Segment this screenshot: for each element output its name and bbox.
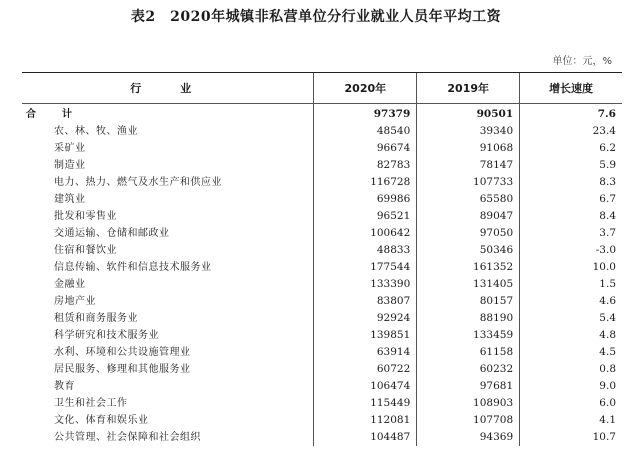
- table-row: [22, 140, 622, 157]
- industry-name: 采矿业: [54, 143, 86, 154]
- industry-name: 交通运输、仓储和邮政业: [54, 228, 170, 239]
- growth-rate: 4.1: [520, 412, 622, 429]
- growth-rate: 9.0: [520, 378, 622, 395]
- value-2020: 48540: [314, 123, 417, 140]
- industry-name: 建筑业: [54, 194, 86, 205]
- table-row: [22, 361, 622, 378]
- growth-rate: 10.7: [520, 429, 622, 446]
- table-row: [22, 191, 622, 208]
- value-2019: 91068: [417, 140, 520, 157]
- table-row: [22, 208, 622, 225]
- growth-rate: -3.0: [520, 242, 622, 259]
- value-2019: 94369: [417, 429, 520, 446]
- table-row: [22, 259, 622, 276]
- value-2020: 133390: [314, 276, 417, 293]
- value-2020: 139851: [314, 327, 417, 344]
- growth-rate: 5.4: [520, 310, 622, 327]
- table-row: [22, 344, 622, 361]
- industry-name: 信息传输、软件和信息技术服务业: [54, 262, 212, 273]
- value-2020: 92924: [314, 310, 417, 327]
- industry-name: 居民服务、修理和其他服务业: [54, 364, 191, 375]
- value-2020: 106474: [314, 378, 417, 395]
- header-2020: 2020年: [314, 73, 417, 104]
- total-row: [22, 104, 622, 124]
- value-2020: 48833: [314, 242, 417, 259]
- industry-name: 卫生和社会工作: [54, 398, 128, 409]
- table-row: [22, 412, 622, 429]
- table-row: [22, 276, 622, 293]
- industry-name: 电力、热力、燃气及水生产和供应业: [54, 177, 222, 188]
- growth-rate: 1.5: [520, 276, 622, 293]
- value-2020: 112081: [314, 412, 417, 429]
- total-growth: 7.6: [520, 104, 622, 124]
- table-row: [22, 378, 622, 395]
- table-row: [22, 310, 622, 327]
- industry-name: 批发和零售业: [54, 211, 117, 222]
- value-2020: 60722: [314, 361, 417, 378]
- table-row: [22, 395, 622, 412]
- value-2019: 60232: [417, 361, 520, 378]
- value-2020: 116728: [314, 174, 417, 191]
- value-2019: 80157: [417, 293, 520, 310]
- value-2019: 61158: [417, 344, 520, 361]
- value-2020: 115449: [314, 395, 417, 412]
- industry-name: 金融业: [54, 279, 86, 290]
- growth-rate: 8.4: [520, 208, 622, 225]
- unit-note: 单位：元，%: [552, 56, 612, 67]
- value-2019: 78147: [417, 157, 520, 174]
- header-industry: 行 业: [22, 73, 314, 104]
- table-row: [22, 225, 622, 242]
- value-2019: 161352: [417, 259, 520, 276]
- table-row: [22, 123, 622, 140]
- header-row: [22, 73, 622, 104]
- value-2019: 107733: [417, 174, 520, 191]
- value-2019: 97050: [417, 225, 520, 242]
- growth-rate: 10.0: [520, 259, 622, 276]
- growth-rate: 0.8: [520, 361, 622, 378]
- table-title: 表2 2020年城镇非私营单位分行业就业人员年平均工资: [130, 9, 502, 25]
- total-label: 合 计: [26, 109, 80, 120]
- value-2020: 83807: [314, 293, 417, 310]
- total-2020: 97379: [314, 104, 417, 124]
- industry-name: 科学研究和技术服务业: [54, 330, 159, 341]
- value-2020: 104487: [314, 429, 417, 446]
- table-row: [22, 293, 622, 310]
- value-2019: 39340: [417, 123, 520, 140]
- growth-rate: 4.8: [520, 327, 622, 344]
- table-row: [22, 157, 622, 174]
- total-2019: 90501: [417, 104, 520, 124]
- industry-name: 水利、环境和公共设施管理业: [54, 347, 191, 358]
- growth-rate: 23.4: [520, 123, 622, 140]
- value-2020: 96521: [314, 208, 417, 225]
- growth-rate: 6.7: [520, 191, 622, 208]
- industry-name: 公共管理、社会保障和社会组织: [54, 432, 201, 443]
- value-2020: 82783: [314, 157, 417, 174]
- value-2019: 107708: [417, 412, 520, 429]
- table-row: [22, 327, 622, 344]
- industry-name: 住宿和餐饮业: [54, 245, 117, 256]
- value-2019: 131405: [417, 276, 520, 293]
- table-row: [22, 174, 622, 191]
- industry-name: 文化、体育和娱乐业: [54, 415, 149, 426]
- value-2020: 100642: [314, 225, 417, 242]
- value-2020: 96674: [314, 140, 417, 157]
- value-2020: 177544: [314, 259, 417, 276]
- growth-rate: 4.5: [520, 344, 622, 361]
- value-2019: 133459: [417, 327, 520, 344]
- industry-name: 农、林、牧、渔业: [54, 126, 138, 137]
- growth-rate: 3.7: [520, 225, 622, 242]
- table-row: [22, 429, 622, 446]
- growth-rate: 4.6: [520, 293, 622, 310]
- value-2019: 88190: [417, 310, 520, 327]
- industry-name: 租赁和商务服务业: [54, 313, 138, 324]
- growth-rate: 8.3: [520, 174, 622, 191]
- header-2019: 2019年: [417, 73, 520, 104]
- value-2020: 69986: [314, 191, 417, 208]
- industry-name: 教育: [54, 381, 75, 392]
- industry-name: 制造业: [54, 160, 86, 171]
- value-2019: 97681: [417, 378, 520, 395]
- growth-rate: 6.0: [520, 395, 622, 412]
- growth-rate: 6.2: [520, 140, 622, 157]
- header-growth: 增长速度: [520, 73, 622, 104]
- industry-name: 房地产业: [54, 296, 96, 307]
- value-2019: 89047: [417, 208, 520, 225]
- value-2020: 63914: [314, 344, 417, 361]
- growth-rate: 5.9: [520, 157, 622, 174]
- wage-table: [22, 72, 622, 446]
- table-row: [22, 242, 622, 259]
- value-2019: 50346: [417, 242, 520, 259]
- value-2019: 108903: [417, 395, 520, 412]
- value-2019: 65580: [417, 191, 520, 208]
